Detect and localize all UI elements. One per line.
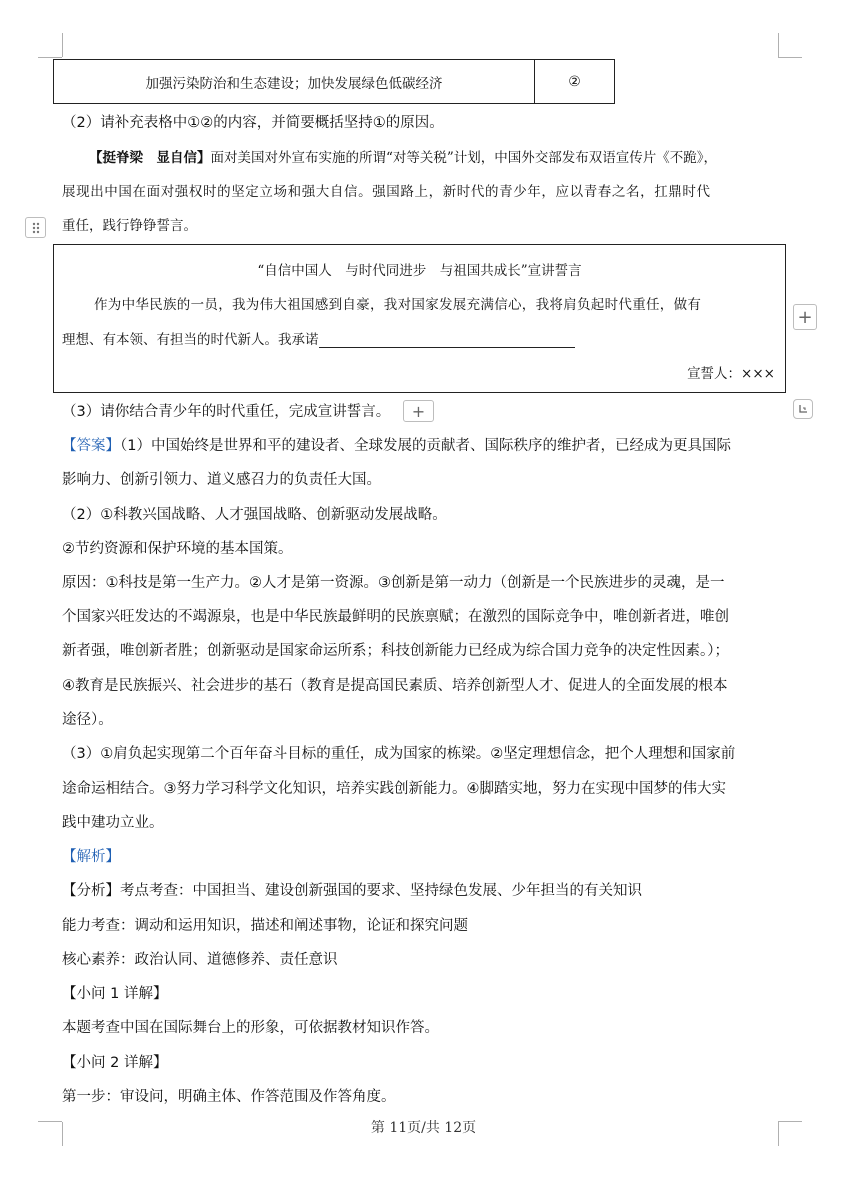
oath-line-1: 作为中华民族的一员，我为伟大祖国感到自豪，我对国家发展充满信心，我将肩负起时代重任，做有 [94, 297, 702, 313]
question-2: （2）请补充表格中①②的内容，并简要概括坚持①的原因。 [62, 115, 444, 131]
table-cell-text: 加强污染防治和生态建设；加快发展绿色低碳经济 [54, 60, 535, 103]
add-block-plus-icon[interactable]: + [793, 304, 817, 330]
analysis-core: 核心素养：政治认同、道德修养、责任意识 [62, 952, 338, 968]
table-cell-mark: ② [568, 73, 581, 90]
oath-blank[interactable] [319, 333, 575, 348]
sub-q1-label: 【小问 1 详解】 [62, 986, 168, 1002]
answer-3-line-2: 途命运相结合。③努力学习科学文化知识，培养实践创新能力。④脚踏实地，努力在实现中国梦的伟大实 [62, 781, 726, 797]
oath-line-2-text: 理想、有本领、有担当的时代新人。我承诺 [62, 332, 319, 348]
intro-line-1 [89, 148, 717, 168]
reason-line-3: 新者强，唯创新者胜；创新驱动是国家命运所系；科技创新能力已经成为综合国力竞争的决定性因素。）； [62, 643, 729, 659]
reason-line-2: 个国家兴旺发达的不竭源泉，也是中华民族最鲜明的民族禀赋；在激烈的国际竞争中，唯创新者进，唯创 [62, 609, 729, 625]
page-footer: 第 11页/共 12页 [370, 1120, 477, 1136]
question-3: （3）请你结合青少年的时代重任，完成宣讲誓言。 [62, 404, 391, 420]
intro-bracket: 【挺脊梁 显自信】 [89, 150, 211, 166]
reason-line-1: 原因：①科技是第一生产力。②人才是第一资源。③创新是第一动力（创新是一个民族进步的灵魂，是一 [62, 575, 725, 591]
sub-q2-text: 第一步：审设问，明确主体、作答范围及作答角度。 [62, 1089, 396, 1105]
oath-title: “自信中国人 与时代同进步 与祖国共成长”宣讲誓言 [257, 263, 582, 279]
crop-mark [778, 57, 802, 58]
intro-line-3: 重任，践行铮铮誓言。 [62, 218, 197, 234]
oath-line-2 [62, 328, 575, 348]
crop-mark [38, 57, 62, 58]
analysis-ability: 能力考查：调动和运用知识，描述和阐述事物，论证和探究问题 [62, 918, 468, 934]
oath-signer: 宣誓人：××× [687, 366, 775, 382]
sub-q2-label: 【小问 2 详解】 [62, 1055, 168, 1071]
crop-mark [62, 33, 63, 57]
answer-1-line-2: 影响力、创新引领力、道义感召力的负责任大国。 [62, 472, 381, 488]
oath-box [53, 244, 786, 393]
drag-handle-icon[interactable] [25, 217, 46, 238]
sub-q1-text: 本题考查中国在国际舞台上的形象，可依据教材知识作答。 [62, 1020, 439, 1036]
analysis-label: 【解析】 [62, 849, 120, 865]
answer-1-line-1: （1）中国始终是世界和平的建设者、全球发展的贡献者、国际秩序的维护者，已经成为更具国际 [120, 438, 731, 454]
intro-line-1-text: 面对美国对外宣布实施的所谓“对等关税”计划，中国外交部发布双语宣传片《不跪》， [210, 150, 718, 166]
analysis-fenxi: 【分析】考点考查：中国担当、建设创新强国的要求、坚持绿色发展、少年担当的有关知识 [62, 883, 642, 899]
policy-table [53, 59, 615, 104]
answer-2-line-1: （2）①科教兴国战略、人才强国战略、创新驱动发展战略。 [62, 507, 447, 523]
answer-label: 【答案】 [62, 438, 120, 454]
crop-mark [778, 33, 779, 57]
intro-line-2: 展现出中国在面对强权时的坚定立场和强大自信。强国路上，新时代的青少年，应以青春之名，扛鼎时代 [62, 184, 711, 200]
answer-3-line-3: 践中建功立业。 [62, 815, 164, 831]
corner-resize-icon[interactable] [793, 399, 813, 419]
answer-3-line-1: （3）①肩负起实现第二个百年奋斗目标的重任，成为国家的栋梁。②坚定理想信念，把个人理想和国家前 [62, 746, 736, 762]
answer-2-line-2: ②节约资源和保护环境的基本国策。 [62, 541, 293, 557]
answer-line-1 [62, 436, 731, 456]
reason-line-4: ④教育是民族振兴、社会进步的基石（教育是提高国民素质、培养创新型人才、促进人的全面发展的根本 [62, 678, 728, 694]
reason-line-5: 途径）。 [62, 712, 113, 728]
inline-plus-icon[interactable]: + [403, 400, 434, 422]
